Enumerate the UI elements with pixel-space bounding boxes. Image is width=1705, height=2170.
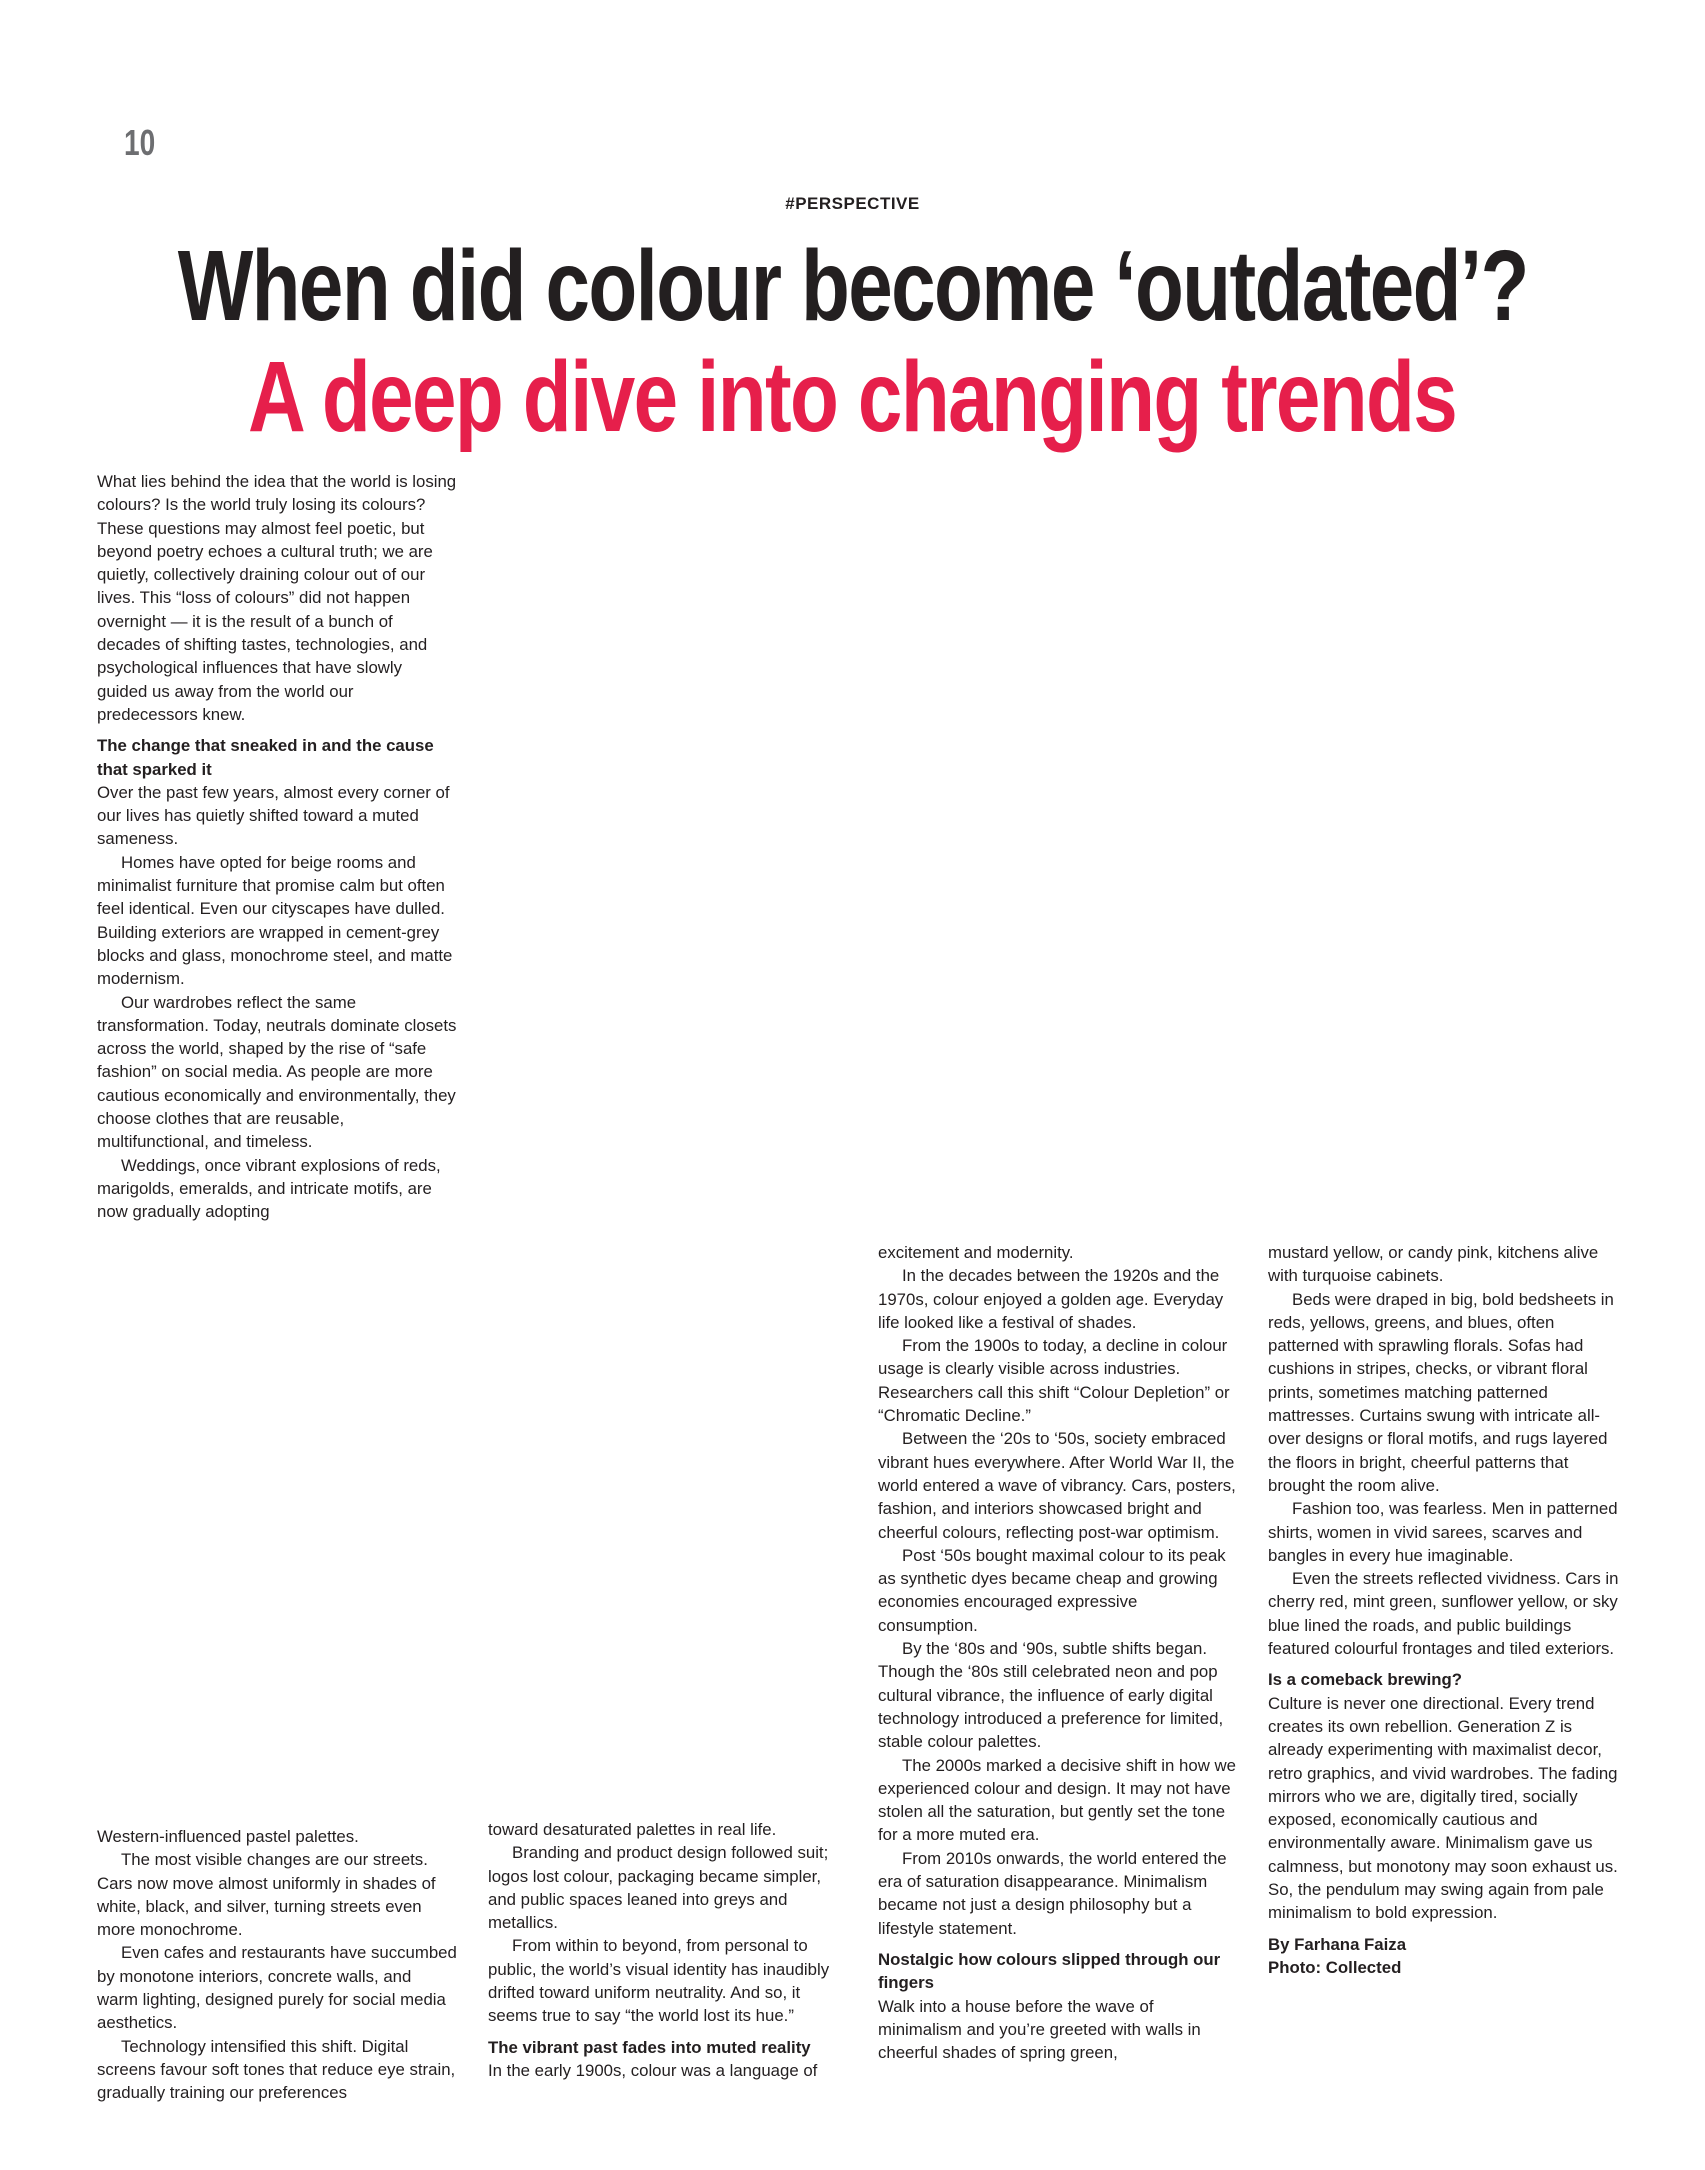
body-paragraph: excitement and modernity. [878, 1243, 1074, 1262]
body-paragraph: Even cafes and restaurants have succumbed by monotone interiors, concrete walls, and warm lighting, designed purely for social media aesthetics. [97, 1943, 457, 2033]
body-paragraph: Between the ‘20s to ‘50s, society embraced vibrant hues everywhere. After World War II, the world entered a wave of vibrancy. Cars, posters, fashion, and interiors showcased bright and cheerful colours, reflecting post-war optimism. [878, 1429, 1236, 1542]
byline: By Farhana Faiza [1268, 1934, 1407, 1954]
column-3 [878, 1241, 1238, 2064]
body-paragraph: Branding and product design followed suit; logos lost colour, packaging became simpler, and public spaces leaned into greys and metallics. [488, 1843, 829, 1933]
body-paragraph: mustard yellow, or candy pink, kitchens alive with turquoise cabinets. [1268, 1243, 1599, 1286]
body-paragraph: By the ‘80s and ‘90s, subtle shifts began. Though the ‘80s still celebrated neon and pop cultural vibrance, the influence of early digital technology introduced a preference for limited, stable colour palettes. [878, 1639, 1224, 1752]
body-paragraph: Western-influenced pastel palettes. [97, 1827, 359, 1846]
subheadline-text: A deep dive into changing trends [248, 341, 1457, 453]
body-paragraph: Over the past few years, almost every corner of our lives has quietly shifted toward a muted sameness. [97, 782, 450, 849]
column-4 [1268, 1241, 1628, 1979]
body-paragraph: Fashion too, was fearless. Men in patterned shirts, women in vivid sarees, scarves and bangles in every hue imaginable. [1268, 1499, 1618, 1565]
body-paragraph: Walk into a house before the wave of minimalism and you’re greeted with walls in cheerful shades of spring green, [878, 1996, 1201, 2063]
body-paragraph: Beds were draped in big, bold bedsheets in reds, yellows, greens, and blues, often patterned with sprawling florals. Sofas had cushions in stripes, checks, or vibrant floral prints, sometimes matching patterned mattresses. Curtains swung with intricate all-over designs or floral motifs, and rugs layered the floors in bright, cheerful patterns that brought the room alive. [1268, 1289, 1614, 1495]
photo-credit: Photo: Collected [1268, 1957, 1402, 1977]
body-paragraph: From the 1900s to today, a decline in colour usage is clearly visible across industries. Researchers call this shift “Colour Depletion” or “Chromatic Decline.” [878, 1336, 1230, 1426]
body-paragraph: From 2010s onwards, the world entered the era of saturation disappearance. Minimalism became not just a design philosophy but a lifestyle statement. [878, 1848, 1227, 1938]
body-paragraph: The most visible changes are our streets. Cars now move almost uniformly in shades of white, black, and silver, turning streets even more monochrome. [97, 1850, 436, 1940]
body-paragraph: In the early 1900s, colour was a language of [488, 2060, 818, 2080]
body-paragraph: From within to beyond, from personal to public, the world’s visual identity has inaudibly drifted toward uniform neutrality. And so, it seems true to say “the world lost its hue.” [488, 1936, 830, 2026]
intro-paragraph: What lies behind the idea that the world is losing colours? Is the world truly losing its colours? These questions may almost feel poetic, but beyond poetry echoes a cultural truth; we are quietly, collectively draining colour out of our lives. This “loss of colours” did not happen overnight — it is the result of a bunch of decades of shifting tastes, technologies, and psychological influences that have slowly guided us away from the world our predecessors knew. [97, 472, 457, 724]
headline [0, 230, 1705, 342]
section-heading-vibrant-past: The vibrant past fades into muted reality [488, 2037, 811, 2057]
column-1-bottom [97, 1825, 457, 2105]
body-paragraph: Culture is never one directional. Every trend creates its own rebellion. Generation Z is already experimenting with maximalist decor, retro graphics, and vivid wardrobes. The fading mirrors who we are, digitally tired, socially exposed, economically cautious and environmentally aware. Minimalism gave us calmness, but monotony may soon exhaust us. So, the pendulum may swing again from pale minimalism to bold expression. [1268, 1693, 1618, 1923]
body-paragraph: toward desaturated palettes in real life. [488, 1820, 777, 1839]
column-2-bottom [488, 1818, 848, 2082]
body-paragraph: Technology intensified this shift. Digital screens favour soft tones that reduce eye strain, gradually training our preferences [97, 2036, 456, 2103]
body-paragraph: The 2000s marked a decisive shift in how we experienced colour and design. It may not have stolen all the saturation, but gently set the tone for a more muted era. [878, 1755, 1236, 1845]
body-paragraph: Weddings, once vibrant explosions of reds, marigolds, emeralds, and intricate motifs, are now gradually adopting [97, 1155, 441, 1222]
section-kicker: #PERSPECTIVE [785, 194, 920, 213]
section-heading-change: The change that sneaked in and the cause that sparked it [97, 736, 434, 779]
body-paragraph: Post ‘50s bought maximal colour to its peak as synthetic dyes became cheap and growing economies encouraged expressive consumption. [878, 1545, 1226, 1635]
section-heading-nostalgic: Nostalgic how colours slipped through our fingers [878, 1949, 1221, 1993]
page-number: 10 [124, 122, 156, 163]
body-paragraph: Homes have opted for beige rooms and minimalist furniture that promise calm but often feel identical. Even our cityscapes have dulled. Building exteriors are wrapped in cement-grey blocks and glass, monochrome steel, and matte modernism. [97, 852, 453, 989]
column-1-top [97, 470, 457, 1224]
body-paragraph: Our wardrobes reflect the same transformation. Today, neutrals dominate closets across the world, shaped by the rise of “safe fashion” on social media. As people are more cautious economically and environmentally, they choose clothes that are reusable, multifunctional, and timeless. [97, 992, 457, 1152]
body-paragraph: Even the streets reflected vividness. Cars in cherry red, mint green, sunflower yellow, or sky blue lined the roads, and public buildings featured colourful frontages and tiled exteriors. [1268, 1569, 1619, 1659]
body-paragraph: In the decades between the 1920s and the 1970s, colour enjoyed a golden age. Everyday life looked like a festival of shades. [878, 1266, 1224, 1332]
subheadline [0, 341, 1705, 453]
headline-text: When did colour become ‘outdated’? [177, 230, 1528, 342]
section-heading-comeback: Is a comeback brewing? [1268, 1670, 1462, 1690]
